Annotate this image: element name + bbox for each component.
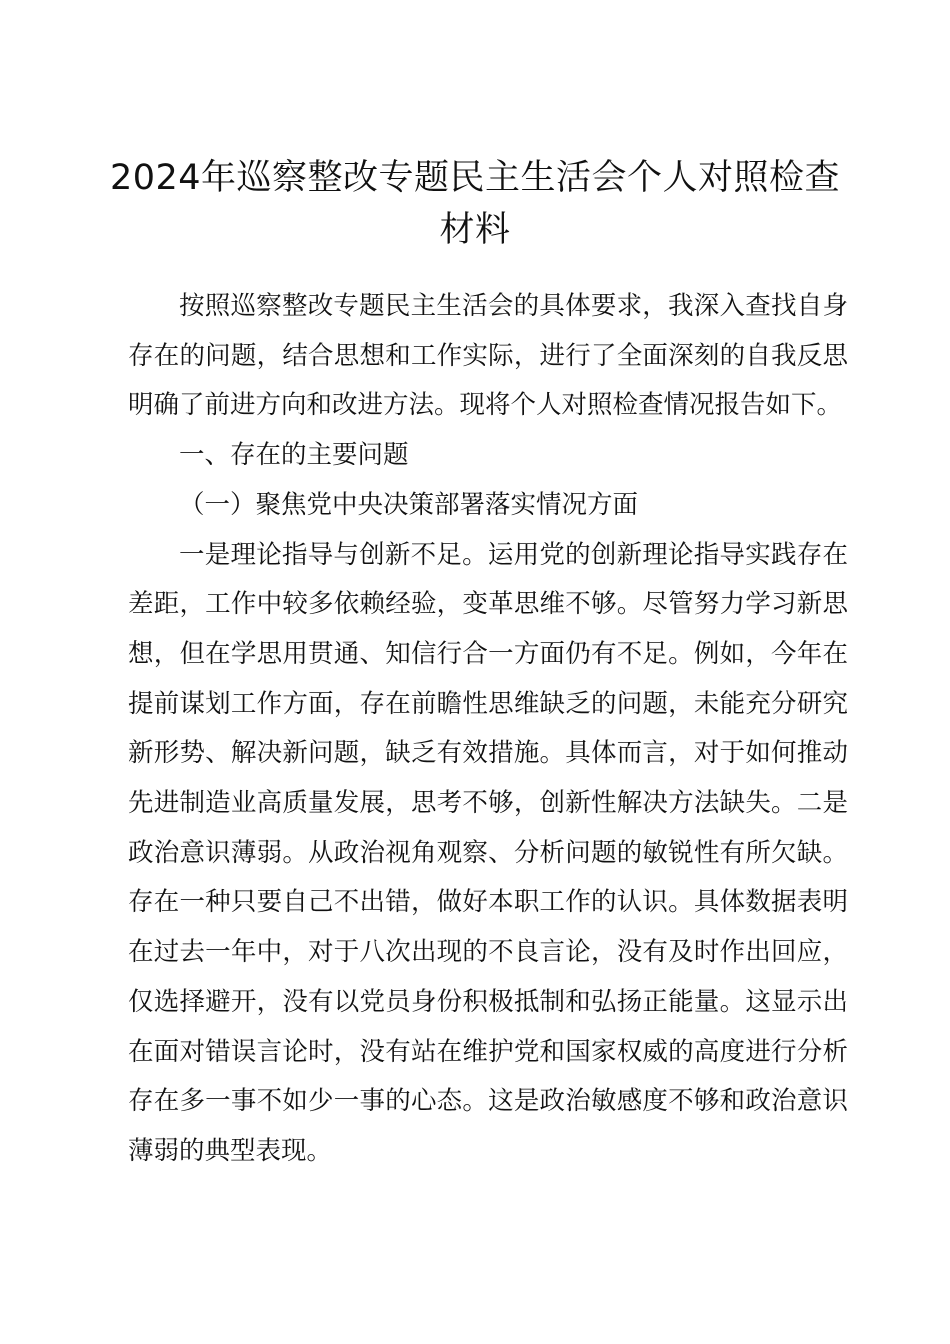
body-paragraph: 一是理论指导与创新不足。运用党的创新理论指导实践存在差距，工作中较多依赖经验，变革思维不够。尽管努力学习新思想，但在学思用贯通、知信行合一方面仍有不足。例如，今年在提前谋划工作方面，存在前瞻性思维缺乏的问题，未能充分研究新形势、解决新问题，缺乏有效措施。具体而言，对于如何推动先进制造业高质量发展，思考不够，创新性解决方法缺失。二是政治意识薄弱。从政治视角观察、分析问题的敏锐性有所欠缺。存在一种只要自己不出错，做好本职工作的认识。具体数据表明在过去一年中，对于八次出现的不良言论，没有及时作出回应，仅选择避开，没有以党员身份积极抵制和弘扬正能量。这显示出在面对错误言论时，没有站在维护党和国家权威的高度进行分析存在多一事不如少一事的心态。这是政治敏感度不够和政治意识薄弱的典型表现。: [128, 539, 848, 1166]
document-body: [128, 282, 848, 1177]
section-heading: 一、存在的主要问题: [179, 440, 409, 471]
document-title: 2024年巡察整改专题民主生活会个人对照检查材料: [109, 158, 841, 250]
intro-paragraph: 按照巡察整改专题民主生活会的具体要求，我深入查找自身存在的问题，结合思想和工作实际，进行了全面深刻的自我反思明确了前进方向和改进方法。现将个人对照检查情况报告如下。: [128, 291, 848, 421]
subsection-heading: （一）聚焦党中央决策部署落实情况方面: [179, 489, 639, 520]
